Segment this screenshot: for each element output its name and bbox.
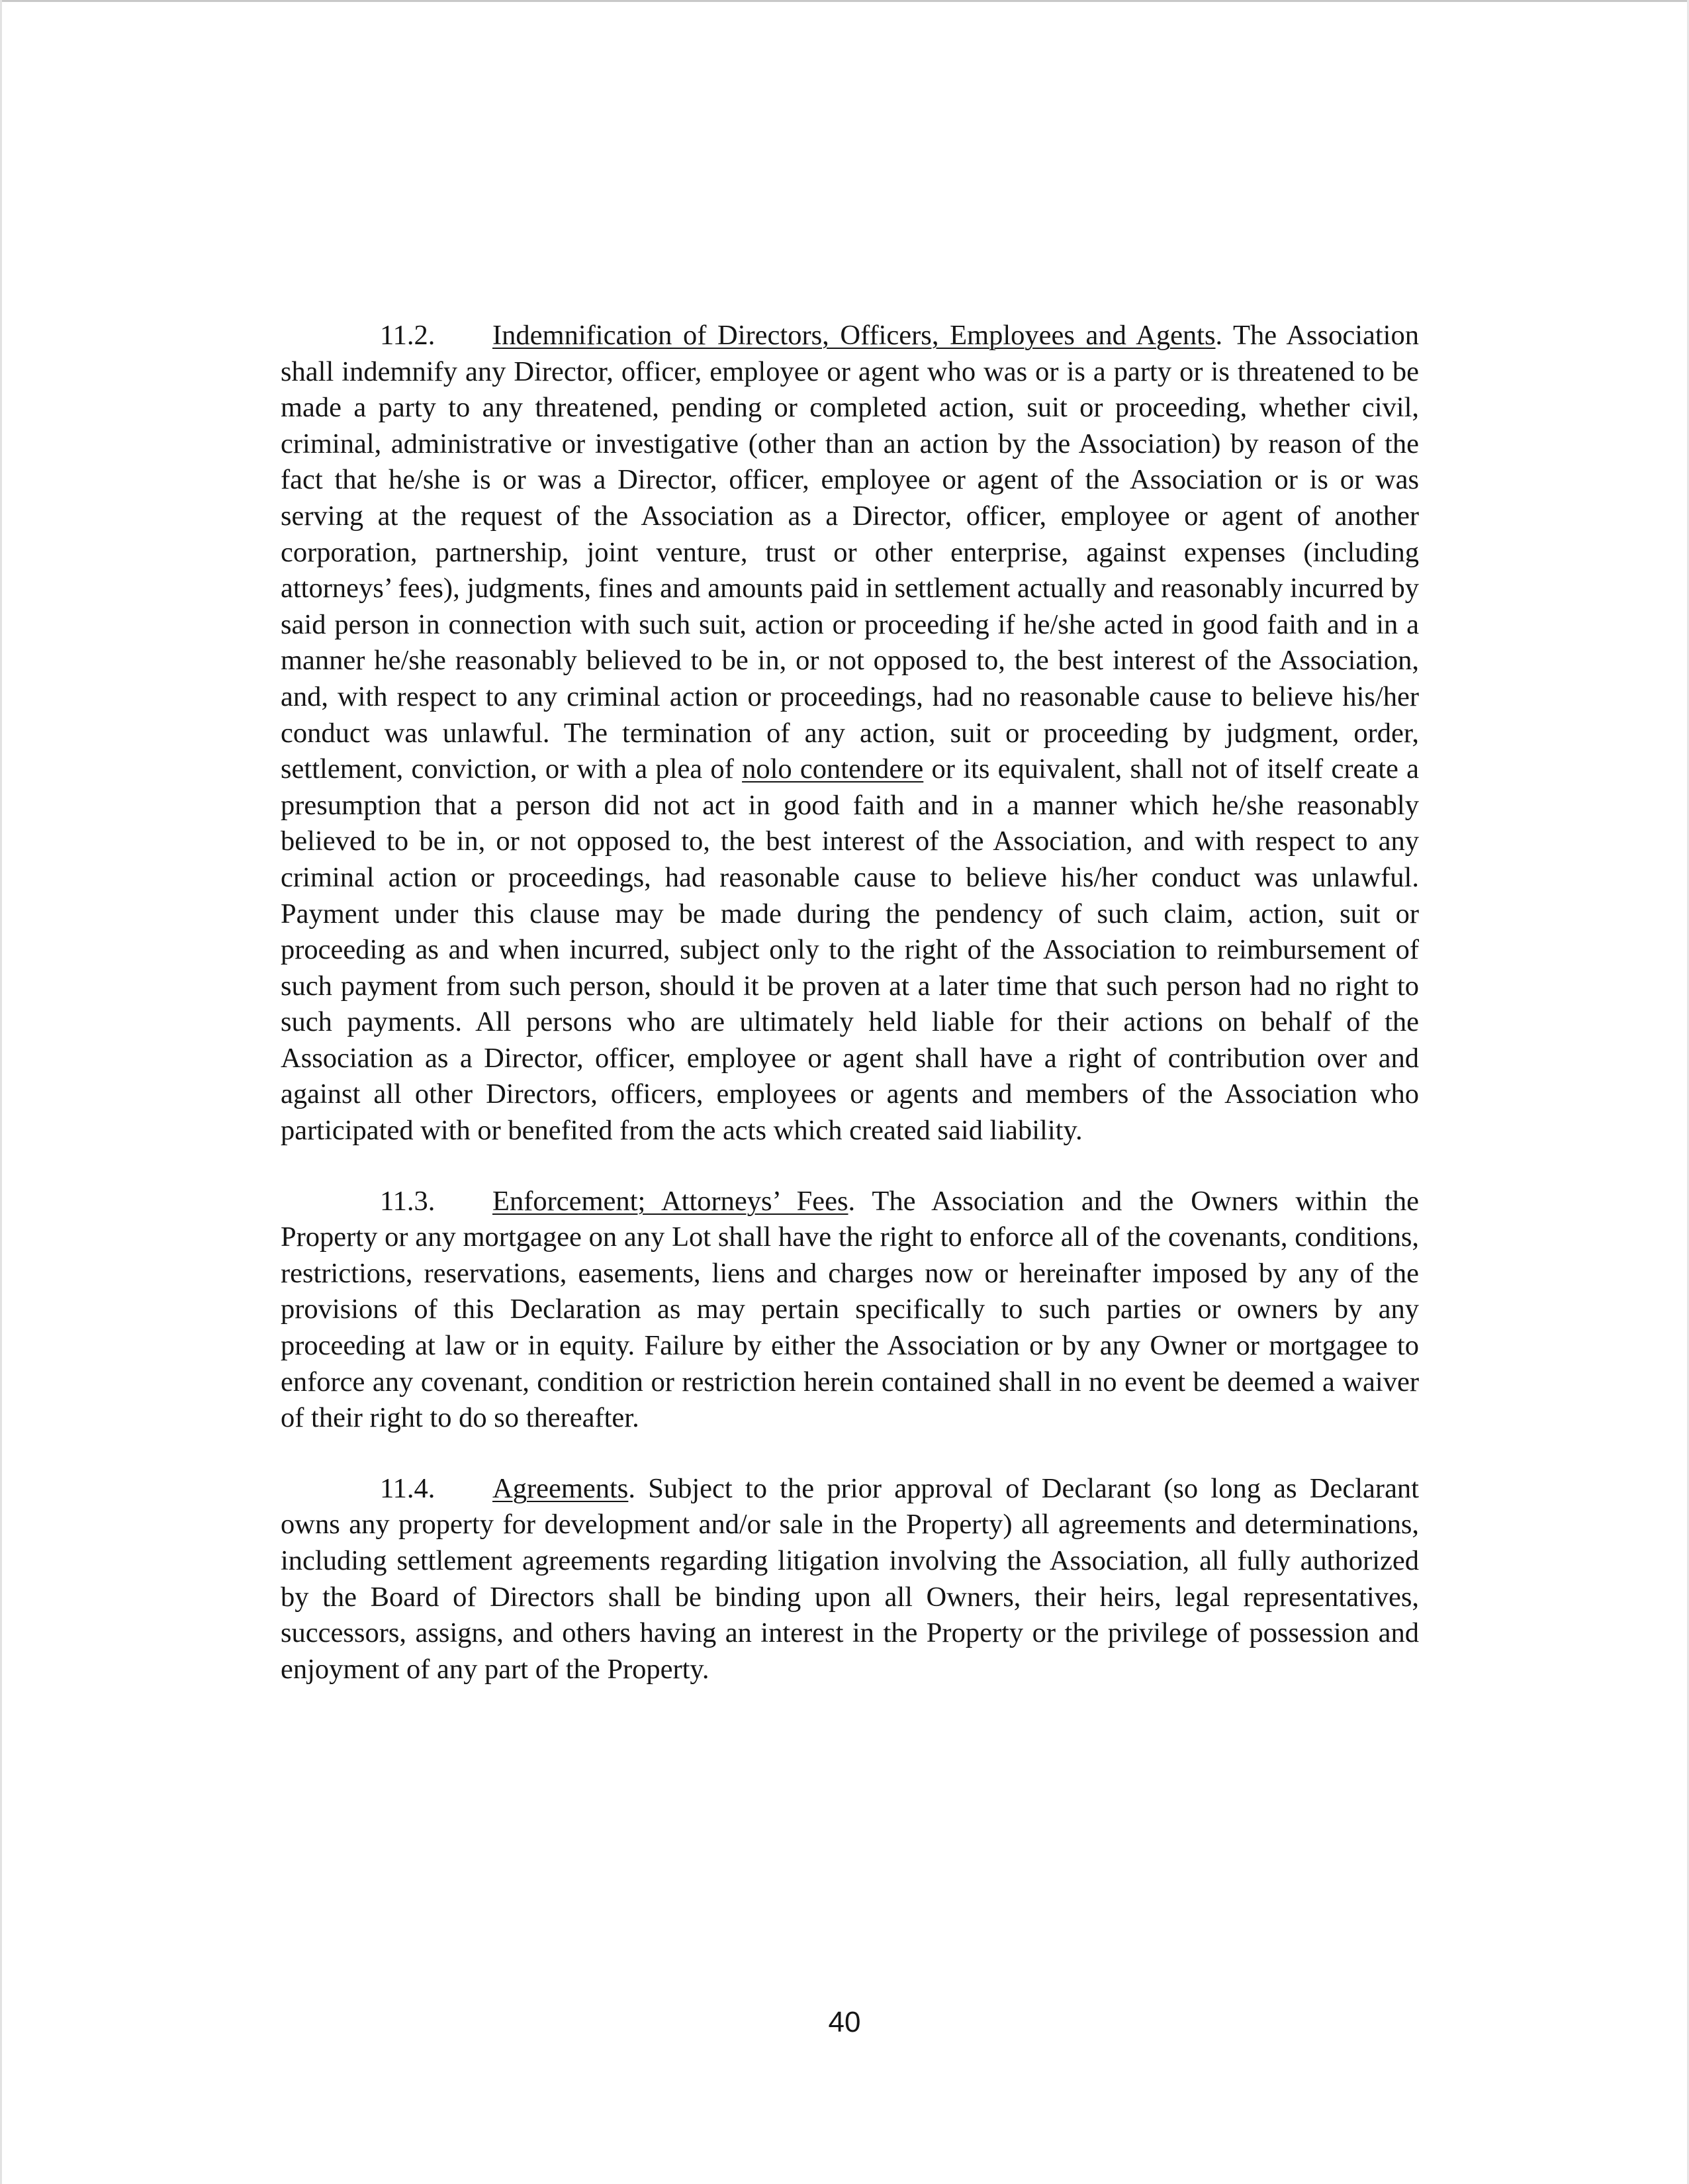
section-text-continued: or its equivalent, shall not of itself create a presumption that a person did not act in good faith and in a manner which he/she reasonably believed to be in, or not opposed to, the best interest of the Association, and with respect to any criminal action or proceedings, had reasonable cause to believe his/her conduct was unlawful. Payment under this clause may be made during the pendency of such claim, action, suit or proceeding as and when incurred, subject only to the right of the Association to reimbursement of such payment from such person, should it be proven at a later time that such person had no right to such payments. All persons who are ultimately held liable for their actions on behalf of the Association as a Director, officer, employee or agent shall have a right of contribution over and against all other Directors, officers, employees or agents and members of the Association who participated with or benefited from the acts which created said liability. — [281, 753, 1419, 1147]
section-number: 11.4. — [380, 1472, 435, 1504]
section-number: 11.3. — [380, 1185, 435, 1217]
section-text: Subject to the prior approval of Declarant (so long as Declarant owns any property for development and/or sale in the Property) all agreements and determinations, including settlement agreements regarding litigation involving the Association, all fully authorized by the Board of Directors shall be binding upon all Owners, their heirs, legal representatives, successors, assigns, and others having an interest in the Property or the privilege of possession and enjoyment of any part of the Property. — [281, 1472, 1419, 1685]
latin-term-underlined: nolo contendere — [742, 753, 924, 785]
section-text: The Association shall indemnify any Director, officer, employee or agent who was or is a party or is threatened to be made a party to any threatened, pending or completed action, suit or proceeding, whether civil, criminal, administrative or investigative (other than an action by the Association) by reason of the fact that he/she is or was a Director, officer, employee or agent of the Association or is or was serving at the request of the Association as a Director, officer, employee or agent of another corporation, partnership, joint venture, trust or other enterprise, against expenses (including attorneys’ fees), judgments, fines and amounts paid in settlement actually and reasonably incurred by said person in connection with such suit, action or proceeding if he/she acted in good faith and in a manner he/she reasonably believed to be in, or not opposed to, the best interest of the Association, and, with respect to any criminal action or proceedings, had no reasonable cause to believe his/her conduct was unlawful. The termination of any action, suit or proceeding by judgment, order, settlement, conviction, or with a plea of — [281, 320, 1419, 785]
section-number: 11.2. — [380, 320, 435, 351]
section-11-2 — [281, 318, 1419, 1149]
section-heading-suffix: . — [848, 1185, 856, 1217]
section-heading: Enforcement; Attorneys’ Fees — [492, 1185, 848, 1217]
scan-edge-left — [0, 0, 2, 2184]
section-11-3 — [281, 1184, 1419, 1437]
document-body — [281, 318, 1419, 1722]
section-heading-suffix: . — [1215, 320, 1223, 351]
section-heading-suffix: . — [628, 1472, 635, 1504]
section-text: The Association and the Owners within the Property or any mortgagee on any Lot shall have the right to enforce all of the covenants, conditions, restrictions, reservations, easements, liens and charges now or hereinafter imposed by any of the provisions of this Declaration as may pertain specifically to such parties or owners by any proceeding at law or in equity. Failure by either the Association or by any Owner or mortgagee to enforce any covenant, condition or restriction herein contained shall in no event be deemed a waiver of their right to do so thereafter. — [281, 1185, 1419, 1434]
section-11-4 — [281, 1471, 1419, 1688]
page-number: 40 — [828, 2006, 861, 2038]
section-heading: Indemnification of Directors, Officers, Employees and Agents — [492, 320, 1216, 351]
section-heading: Agreements — [492, 1472, 629, 1504]
scan-edge-top — [0, 0, 1689, 2]
